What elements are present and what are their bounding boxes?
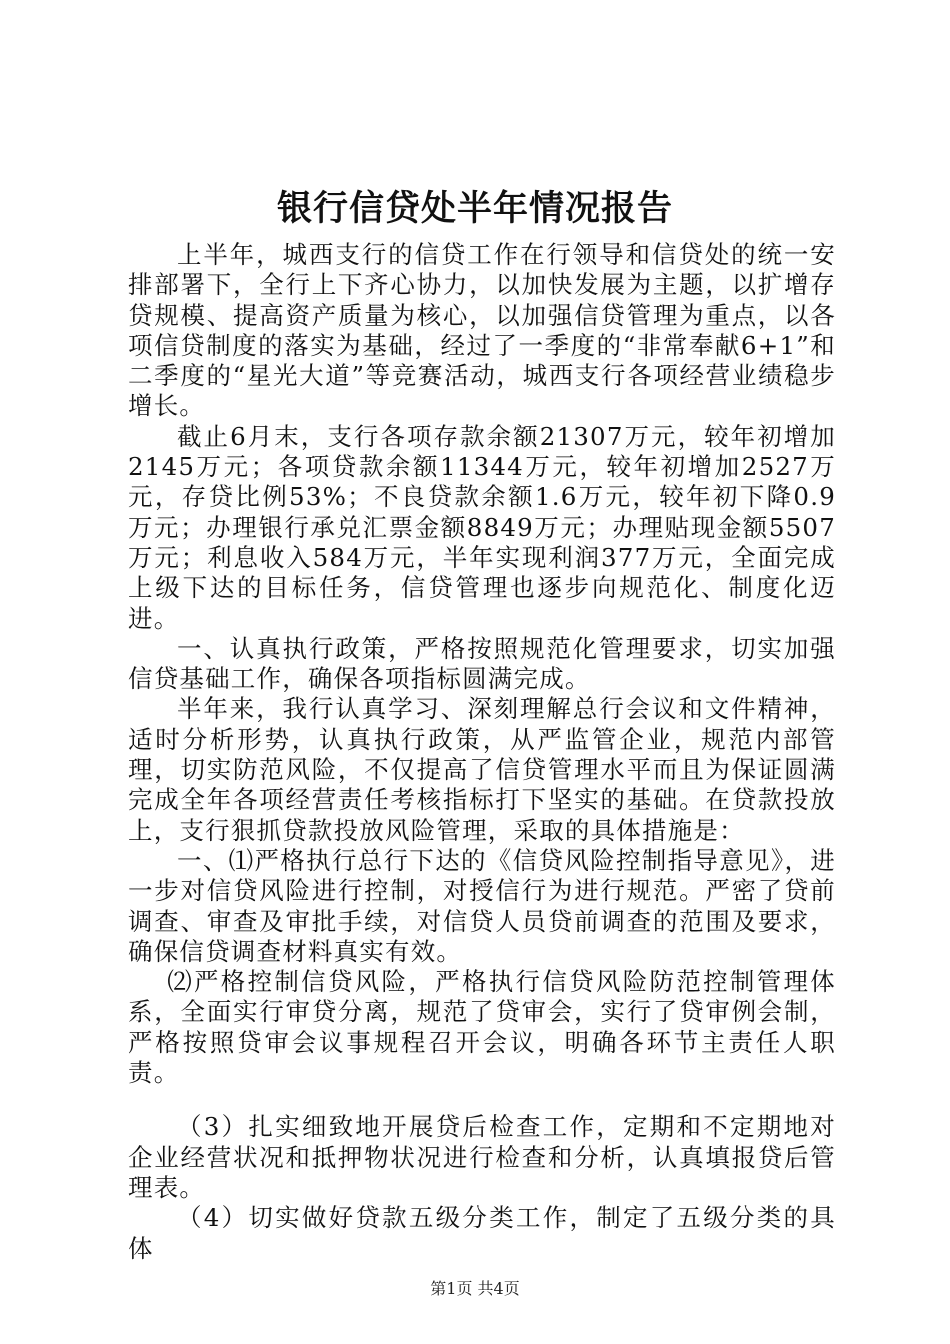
paragraph-measure-3: （3）扎实细致地开展贷后检查工作，定期和不定期地对企业经营状况和抵押物状况进行检查和分析，认真填报贷后管理表。 (128, 1112, 836, 1202)
paragraph-half-year-summary: 半年来，我行认真学习、深刻理解总行会议和文件精神，适时分析形势，认真执行政策，从严监管企业，规范内部管理，切实防范风险，不仅提高了信贷管理水平而且为保证圆满完成全年各项经营责任考核指标打下坚实的基础。在贷款投放上，支行狠抓贷款投放风险管理，采取的具体措施是： (128, 694, 836, 845)
paragraph-intro: 上半年，城西支行的信贷工作在行领导和信贷处的统一安排部署下，全行上下齐心协力，以加快发展为主题，以扩增存贷规模、提高资产质量为核心，以加强信贷管理为重点，以各项信贷制度的落实为基础，经过了一季度的“非常奉献6+1”和二季度的“星光大道”等竞赛活动，城西支行各项经营业绩稳步增长。 (128, 240, 836, 421)
paragraph-figures: 截止6月末，支行各项存款余额21307万元，较年初增加2145万元；各项贷款余额11344万元，较年初增加2527万元，存贷比例53%；不良贷款余额1.6万元，较年初下降0.9万元；办理银行承兑汇票金额8849万元；办理贴现金额5507万元；利息收入584万元，半年实现利润377万元，全面完成上级下达的目标任务，信贷管理也逐步向规范化、制度化迈进。 (128, 421, 836, 633)
paragraph-measure-1: 一、⑴严格执行总行下达的《信贷风险控制指导意见》，进一步对信贷风险进行控制，对授信行为进行规范。严密了贷前调查、审查及审批手续，对信贷人员贷前调查的范围及要求，确保信贷调查材料真实有效。 (128, 845, 836, 966)
paragraph-section-heading: 一、认真执行政策，严格按照规范化管理要求，切实加强信贷基础工作，确保各项指标圆满完成。 (128, 633, 836, 694)
paragraph-measure-2: ⑵严格控制信贷风险，严格执行信贷风险防范控制管理体系，全面实行审贷分离，规范了贷审会，实行了贷审例会制，严格按照贷审会议事规程召开会议，明确各环节主责任人职责。 (128, 967, 836, 1088)
document-body (128, 240, 836, 1264)
document-title: 银行信贷处半年情况报告 (276, 188, 673, 229)
page-number-footer: 第1页 共4页 (430, 1279, 520, 1298)
paragraph-measure-4: （4）切实做好贷款五级分类工作，制定了五级分类的具体 (128, 1203, 836, 1263)
